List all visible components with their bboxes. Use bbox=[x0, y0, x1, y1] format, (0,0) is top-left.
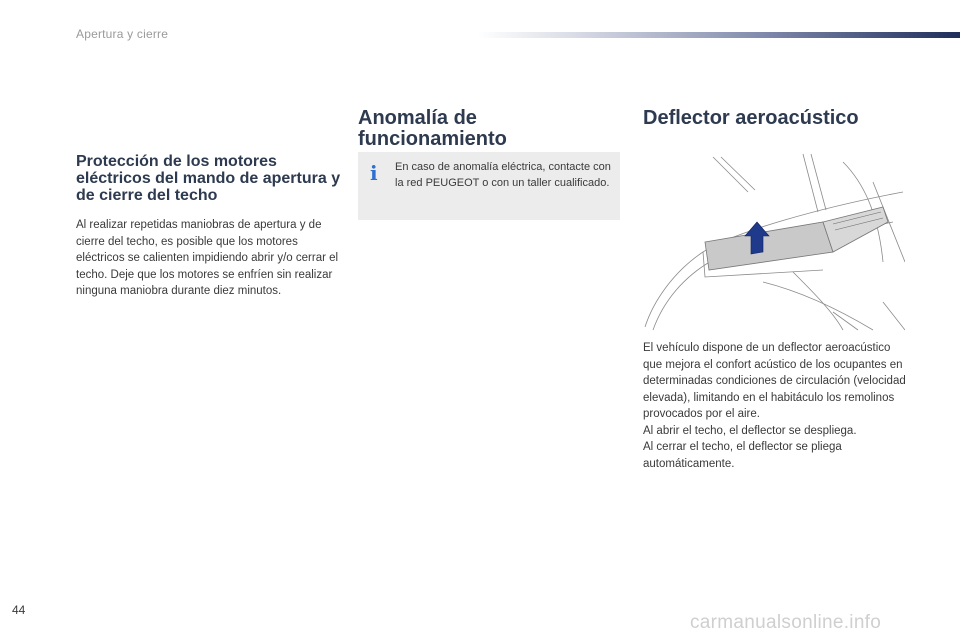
page-number: 44 bbox=[12, 603, 26, 617]
malfunction-heading: Anomalía de funcionamiento bbox=[358, 107, 507, 150]
info-icon: i bbox=[370, 161, 378, 185]
deflector-text-block bbox=[643, 340, 908, 472]
deflector-body-p1: El vehículo dispone de un deflector aeroacústico que mejora el confort acústico de los ocupantes en determinadas condiciones de circulación (velocidad elevada), limitando en el habitáculo los remolinos provocados por el aire. bbox=[643, 342, 906, 420]
column-malfunction bbox=[358, 108, 620, 150]
motor-protection-body: Al realizar repetidas maniobras de apertura y de cierre del techo, es posible que los motores eléctricos se calienten impidiendo abrir y/o cerrar el techo. Deje que los motores se enfríen sin realizar ninguna maniobra durante diez minutos. bbox=[76, 219, 339, 298]
car-roof-drawing bbox=[643, 152, 905, 332]
column-motor-protection bbox=[76, 154, 341, 300]
motor-protection-heading: Protección de los motores eléctricos del mando de apertura y de cierre del techo bbox=[76, 153, 341, 204]
header-accent-bar bbox=[478, 32, 960, 38]
column-deflector bbox=[643, 108, 908, 129]
deflector-body-p2: Al abrir el techo, el deflector se despliega. bbox=[643, 424, 857, 437]
info-box bbox=[358, 152, 620, 220]
deflector-heading: Deflector aeroacústico bbox=[643, 107, 859, 129]
info-text: En caso de anomalía eléctrica, contacte con la red PEUGEOT o con un taller cualificado. bbox=[395, 161, 611, 189]
section-title: Apertura y cierre bbox=[76, 27, 169, 41]
deflector-body-p3: Al cerrar el techo, el deflector se pliega automáticamente. bbox=[643, 441, 842, 470]
deflector-illustration bbox=[643, 152, 905, 332]
watermark: carmanualsonline.info bbox=[690, 612, 882, 633]
